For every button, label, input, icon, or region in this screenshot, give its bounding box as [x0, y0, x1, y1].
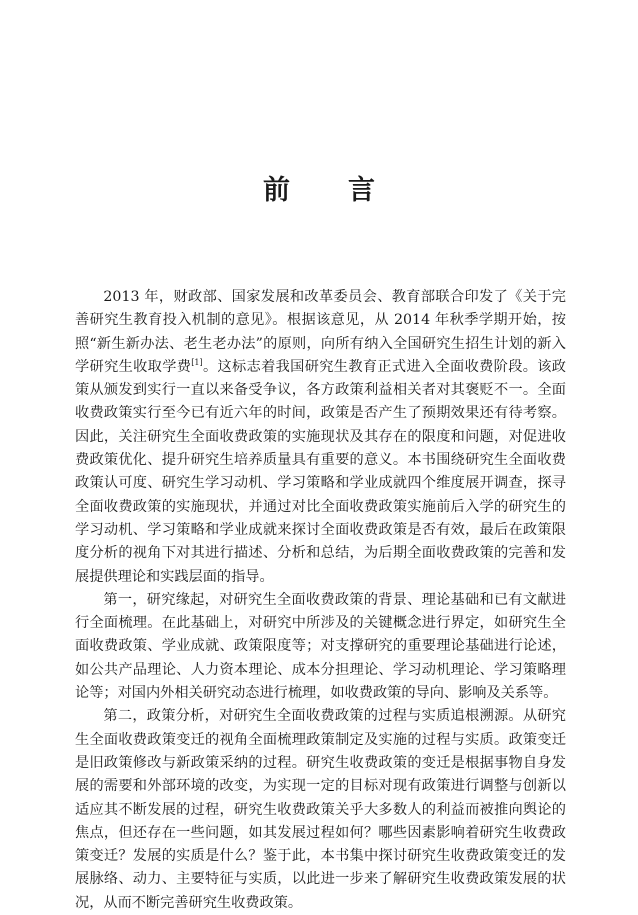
paragraph-3: 第二，政策分析，对研究生全面收费政策的过程与实质追根溯源。从研究生全面收费政策变迁的视角全面梳理政策制定及实施的过程与实质。政策变迁是旧政策修改与新政策采纳的过程。研究生收费政策的变迁是根据事物自身发展的需要和外部环境的改变，为实现一定的目标对现有政策进行调整与创新以适应其不断发展的过程，研究生收费政策关乎大多数人的利益而被推向舆论的焦点，但还存在一些问题，如其发展过程如何？哪些因素影响着研究生收费政策变迁？发展的实质是什么？鉴于此，本书集中探讨研究生收费政策变迁的发展脉络、动力、主要特征与实质，以此进一步来了解研究生收费政策发展的状况，从而不断完善研究生收费政策。	[75, 708, 566, 911]
paragraph-1-text-a: 2013 年，财政部、国家发展和改革委员会、教育部联合印发了《关于完善研究生教育投入机制的意见》。根据该意见，从 2014 年秋季学期开始，按照“新生新办法、老生老办法”的原则，向所有纳入全国研究生招生计划的新入学研究生收取学费	[75, 289, 566, 375]
title-char-1: 前	[263, 175, 290, 206]
page-title	[0, 168, 638, 207]
title-char-2: 言	[348, 175, 375, 206]
paragraph-2: 第一，研究缘起，对研究生全面收费政策的背景、理论基础和已有文献进行全面梳理。在此基础上，对研究中所涉及的关键概念进行界定，如研究生全面收费政策、学业成就、政策限度等；对支撑研究的重要理论基础进行论述，如公共产品理论、人力资本理论、成本分担理论、学习动机理论、学习策略理论等；对国内外相关研究动态进行梳理，如收费政策的导向、影响及关系等。	[75, 591, 566, 702]
paragraph-1-text-b: 。这标志着我国研究生教育正式进入全面收费阶段。该政策从颁发到实行一直以来备受争议，各方政策利益相关者对其褒贬不一。全面收费政策实行至今已有近六年的时间，政策是否产生了预期效果还有待考察。因此，关注研究生全面收费政策的实施现状及其存在的限度和问题，对促进收费政策优化、提升研究生培养质量具有重要的意义。本书围绕研究生全面收费政策认可度、研究生学习动机、学习策略和学业成就四个维度展开调查，探寻全面收费政策的实施现状，并通过对比全面收费政策实施前后入学的研究生的学习动机、学习策略和学业成就来探讨全面收费政策是否有效，最后在政策限度分析的视角下对其进行描述、分析和总结，为后期全面收费政策的完善和发展提供理论和实践层面的指导。	[75, 358, 566, 585]
citation-ref: [1]	[191, 357, 203, 367]
preface-body	[75, 286, 566, 915]
paragraph-1	[75, 286, 566, 589]
